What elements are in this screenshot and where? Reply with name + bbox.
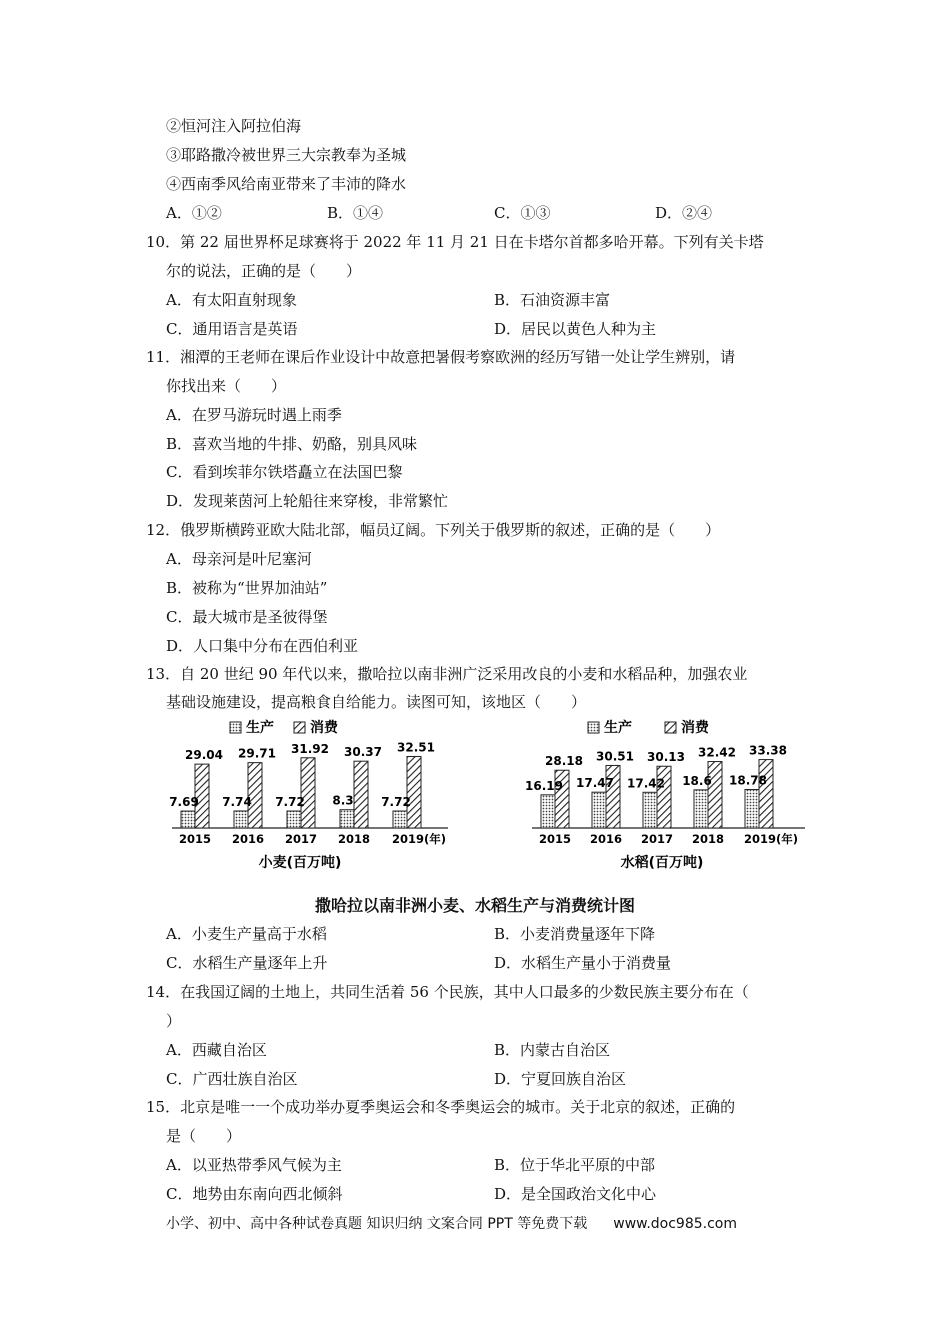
q10-option-d: D．居民以黄色人种为主 <box>494 320 657 338</box>
data-label-consumption: 30.51 <box>596 749 634 764</box>
data-label-production: 7.74 <box>222 794 252 809</box>
bar-consumption <box>354 761 368 828</box>
x-tick-label: 2019(年) <box>391 832 447 846</box>
q15-option-d: D．是全国政治文化中心 <box>494 1185 657 1203</box>
legend-swatch-consumption <box>665 722 676 733</box>
data-label-production: 8.3 <box>332 793 354 808</box>
q15-option-c: C．地势由东南向西北倾斜 <box>166 1185 343 1203</box>
q14-stem-line1: 14．在我国辽阔的土地上，共同生活着 56 个民族，其中人口最多的少数民族主要分布在（ <box>146 983 749 1001</box>
q15-stem-line1: 15．北京是唯一一个成功举办夏季奥运会和冬季奥运会的城市。关于北京的叙述，正确的 <box>146 1098 736 1116</box>
q10-option-b: B．石油资源丰富 <box>494 291 611 309</box>
data-label-production: 7.72 <box>275 795 305 810</box>
bar-consumption <box>759 760 773 828</box>
q12-option-d: D．人口集中分布在西伯利亚 <box>166 637 359 655</box>
data-label-consumption: 30.37 <box>344 745 382 760</box>
q13-option-b: B．小麦消费量逐年下降 <box>494 925 656 943</box>
q12-stem-line1: 12．俄罗斯横跨亚欧大陆北部，幅员辽阔。下列关于俄罗斯的叙述，正确的是（ ） <box>146 521 721 539</box>
q10-option-a: A．有太阳直射现象 <box>166 291 297 309</box>
x-tick-label: 2019(年) <box>743 832 799 846</box>
bar-production <box>694 790 708 828</box>
rice-chart <box>500 714 810 874</box>
chart-subtitle: 水稻(百万吨) <box>620 855 704 871</box>
q14-option-b: B．内蒙古自治区 <box>494 1041 611 1059</box>
q9-option-c: C．①③ <box>494 204 551 222</box>
data-label-production: 18.78 <box>729 773 767 788</box>
wheat-chart <box>160 714 450 874</box>
bar-production <box>393 811 407 828</box>
bar-consumption <box>301 758 315 828</box>
q9-statement-3: ③耶路撒冷被世界三大宗教奉为圣城 <box>166 146 407 164</box>
q12-option-a: A．母亲河是叶尼塞河 <box>166 550 312 568</box>
q11-option-c: C．看到埃菲尔铁塔矗立在法国巴黎 <box>166 463 403 481</box>
x-tick-label: 2017 <box>284 832 318 846</box>
data-label-production: 18.6 <box>682 773 712 788</box>
q11-stem-line2: 你找出来（ ） <box>166 377 287 395</box>
q10-stem-line2: 尔的说法，正确的是（ ） <box>166 262 362 280</box>
bar-production <box>287 811 301 828</box>
q9-option-a: A．①② <box>166 204 222 222</box>
q14-stem-line2: ） <box>166 1012 182 1030</box>
bar-production <box>340 810 354 828</box>
legend <box>588 719 710 736</box>
data-label-consumption: 32.42 <box>698 745 736 760</box>
data-label-production: 7.69 <box>169 795 199 810</box>
q10-stem-line1: 10．第 22 届世界杯足球赛将于 2022 年 11 月 21 日在卡塔尔首都多哈开幕。下列有关卡塔 <box>146 233 764 251</box>
q11-stem-line1: 11．湘潭的王老师在课后作业设计中故意把暑假考察欧洲的经历写错一处让学生辨别，请 <box>146 348 736 366</box>
q13-option-a: A．小麦生产量高于水稻 <box>166 925 327 943</box>
bar-production <box>745 790 759 828</box>
q13-stem-line1: 13．自 20 世纪 90 年代以来，撒哈拉以南非洲广泛采用改良的小麦和水稻品种，加强农业 <box>146 665 748 683</box>
bar-production <box>592 792 606 828</box>
data-label-production: 17.47 <box>576 776 614 791</box>
data-label-consumption: 32.51 <box>397 740 435 755</box>
data-label-consumption: 28.18 <box>545 754 583 769</box>
chart-title: 撒哈拉以南非洲小麦、水稻生产与消费统计图 <box>314 896 635 915</box>
q11-option-b: B．喜欢当地的牛排、奶酪，别具风味 <box>166 435 418 453</box>
q12-option-c: C．最大城市是圣彼得堡 <box>166 608 328 626</box>
legend-label-consumption: 消费 <box>310 720 338 736</box>
legend-swatch-production <box>588 722 599 733</box>
q11-option-a: A．在罗马游玩时遇上雨季 <box>166 406 342 424</box>
data-label-consumption: 33.38 <box>749 743 787 758</box>
data-label-consumption: 31.92 <box>291 741 329 756</box>
x-tick-label: 2018 <box>337 832 371 846</box>
q15-option-b: B．位于华北平原的中部 <box>494 1156 656 1174</box>
q15-option-a: A．以亚热带季风气候为主 <box>166 1156 342 1174</box>
x-tick-label: 2016 <box>589 832 623 846</box>
bar-consumption <box>606 765 620 828</box>
bar-consumption <box>407 756 421 828</box>
q9-option-b: B．①④ <box>327 204 384 222</box>
bar-production <box>643 792 657 828</box>
x-tick-label: 2015 <box>178 832 212 846</box>
chart-subtitle: 小麦(百万吨) <box>258 855 342 871</box>
footer-url[interactable]: www.doc985.com <box>613 1216 737 1232</box>
q9-statement-2: ②恒河注入阿拉伯海 <box>166 117 302 135</box>
q11-option-d: D．发现莱茵河上轮船往来穿梭，非常繁忙 <box>166 492 449 510</box>
x-tick-label: 2015 <box>538 832 572 846</box>
q12-option-b: B．被称为“世界加油站” <box>166 579 328 597</box>
q14-option-c: C．广西壮族自治区 <box>166 1070 298 1088</box>
bar-consumption <box>708 762 722 828</box>
legend-label-production: 生产 <box>604 720 632 736</box>
q14-option-a: A．西藏自治区 <box>166 1041 267 1059</box>
x-tick-label: 2017 <box>640 832 674 846</box>
q9-statement-4: ④西南季风给南亚带来了丰沛的降水 <box>166 175 407 193</box>
data-label-production: 16.19 <box>525 778 563 793</box>
q14-option-d: D．宁夏回族自治区 <box>494 1070 627 1088</box>
q13-stem-line2: 基础设施建设，提高粮食自给能力。读图可知，该地区（ ） <box>166 693 587 711</box>
footer <box>166 1213 737 1233</box>
q13-option-d: D．水稻生产量小于消费量 <box>494 954 672 972</box>
data-label-production: 17.42 <box>627 776 665 791</box>
q9-option-d: D．②④ <box>655 204 713 222</box>
bar-production <box>181 811 195 828</box>
footer-text: 小学、初中、高中各种试卷真题 知识归纳 文案合同 PPT 等免费下载 <box>166 1216 588 1232</box>
legend-swatch-production <box>230 722 241 733</box>
data-label-production: 7.72 <box>381 795 411 810</box>
legend-label-production: 生产 <box>246 720 274 736</box>
x-tick-label: 2016 <box>231 832 265 846</box>
bar-production <box>541 795 555 828</box>
q10-option-c: C．通用语言是英语 <box>166 320 298 338</box>
bar-production <box>234 811 248 828</box>
data-label-consumption: 30.13 <box>647 750 685 765</box>
x-tick-label: 2018 <box>691 832 725 846</box>
data-label-consumption: 29.04 <box>185 748 223 763</box>
legend-swatch-consumption <box>294 722 305 733</box>
q15-stem-line2: 是（ ） <box>166 1127 242 1145</box>
legend-label-consumption: 消费 <box>681 720 709 736</box>
q13-option-c: C．水稻生产量逐年上升 <box>166 954 328 972</box>
legend <box>230 719 339 736</box>
data-label-consumption: 29.71 <box>238 746 276 761</box>
